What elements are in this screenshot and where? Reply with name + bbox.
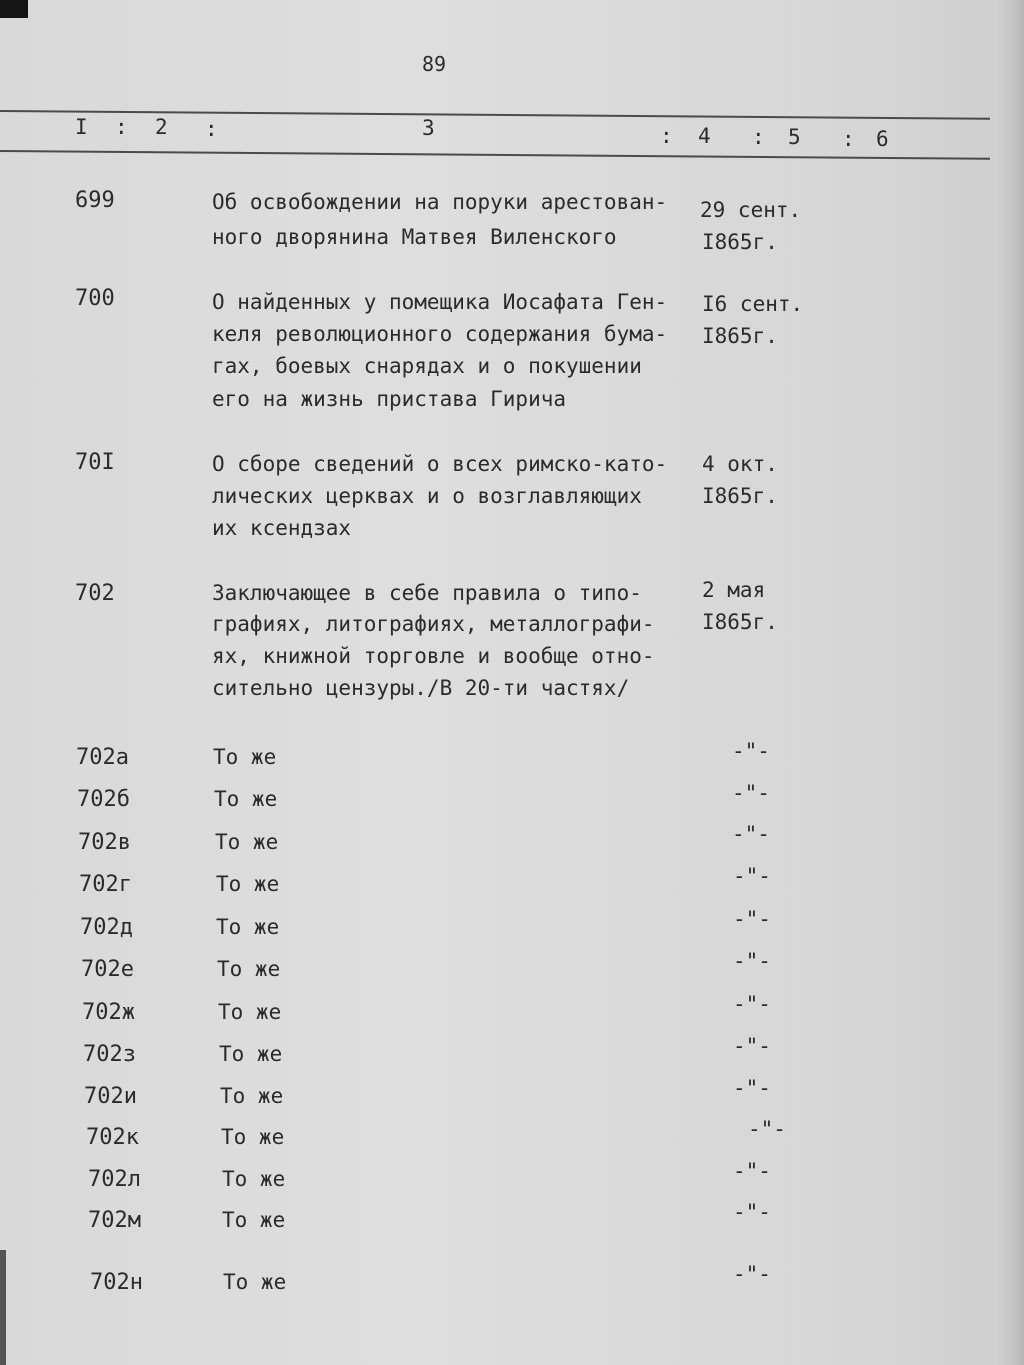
col-header-6: 6 — [876, 127, 889, 151]
ditto-mark: -"- — [733, 1262, 771, 1286]
entry-date-line: 2 мая — [702, 578, 766, 602]
col-header-sep: : — [752, 125, 765, 149]
entry-number: 702д — [80, 915, 133, 940]
ditto-mark: -"- — [732, 781, 770, 805]
header-rule-bottom — [0, 150, 990, 160]
col-header-sep: : — [205, 117, 218, 141]
entry-text-line: Заключающее в себе правила о типо- — [212, 581, 642, 605]
entry-text-line: графиях, литографиях, металлографи- — [212, 612, 655, 636]
entry-text-line: Об освобождении на поруки арестован- — [212, 190, 668, 214]
col-header-5: 5 — [788, 125, 801, 149]
col-header-sep: : — [115, 115, 128, 139]
entry-text-line: их ксендзах — [212, 516, 352, 540]
entry-number: 702и — [84, 1084, 137, 1109]
entry-number: 702е — [81, 957, 134, 982]
entry-text-line: сительно цензуры./В 20-ти частях/ — [212, 676, 630, 700]
entry-text-line: его на жизнь пристава Гирича — [212, 387, 567, 411]
entry-text: То же — [213, 745, 277, 769]
entry-date-line: I865г. — [702, 484, 778, 508]
entry-text: То же — [216, 915, 280, 939]
entry-text: То же — [214, 787, 278, 811]
entry-number: 702л — [88, 1167, 141, 1192]
ditto-mark: -"- — [733, 1200, 771, 1224]
entry-text-line: О сборе сведений о всех римско-като- — [212, 452, 668, 476]
col-header-4: 4 — [698, 124, 711, 148]
ditto-mark: -"- — [733, 1034, 771, 1058]
entry-text-line: О найденных у помещика Иосафата Ген- — [212, 290, 668, 314]
entry-text: То же — [220, 1084, 284, 1108]
entry-number: 699 — [75, 188, 115, 213]
ditto-mark: -"- — [732, 822, 770, 846]
entry-text-line: гах, боевых снарядах и о покушении — [212, 354, 642, 378]
page-edge — [994, 0, 1024, 1365]
col-header-2: 2 — [155, 115, 168, 139]
entry-text-line: лических церквах и о возглавляющих — [212, 484, 642, 508]
entry-text: То же — [223, 1270, 287, 1294]
entry-text: То же — [222, 1167, 286, 1191]
entry-number: 702з — [83, 1042, 136, 1067]
ditto-mark: -"- — [733, 949, 771, 973]
entry-date-line: 29 сент. — [700, 198, 802, 222]
entry-text-line: ного дворянина Матвея Виленского — [212, 225, 617, 249]
col-header-sep: : — [660, 124, 673, 148]
page-number: 89 — [422, 52, 447, 76]
entry-text: То же — [217, 957, 281, 981]
entry-text: То же — [221, 1125, 285, 1149]
ditto-mark: -"- — [733, 907, 771, 931]
entry-text-line: келя революционного содержания бума- — [212, 322, 668, 346]
ditto-mark: -"- — [733, 1076, 771, 1100]
corner-tab — [0, 0, 28, 18]
entry-number: 702 — [75, 581, 115, 606]
entry-text: То же — [219, 1042, 283, 1066]
ditto-mark: -"- — [732, 739, 770, 763]
entry-date-line: I6 сент. — [702, 292, 804, 316]
ditto-mark: -"- — [733, 864, 771, 888]
col-header-sep: : — [842, 127, 855, 151]
entry-date-line: I865г. — [702, 230, 778, 254]
entry-number: 702г — [79, 872, 132, 897]
entry-number: 702ж — [82, 1000, 135, 1025]
entry-number: 702м — [88, 1208, 141, 1233]
entry-text: То же — [218, 1000, 282, 1024]
binding-edge — [0, 1250, 6, 1365]
col-header-3: 3 — [422, 116, 435, 140]
entry-text: То же — [215, 830, 279, 854]
col-header-1: I — [75, 115, 88, 139]
ditto-mark: -"- — [733, 992, 771, 1016]
entry-number: 702б — [77, 787, 130, 812]
entry-text-line: ях, книжной торговле и вообще отно- — [212, 644, 655, 668]
entry-number: 702в — [78, 830, 131, 855]
entry-number: 702к — [86, 1125, 139, 1150]
entry-text: То же — [216, 872, 280, 896]
entry-number: 702а — [76, 745, 129, 770]
ditto-mark: -"- — [733, 1159, 771, 1183]
header-rule-top — [0, 110, 990, 120]
entry-date-line: I865г. — [702, 610, 778, 634]
entry-date-line: 4 окт. — [702, 452, 778, 476]
ditto-mark: -"- — [748, 1117, 786, 1141]
entry-text: То же — [222, 1208, 286, 1232]
entry-number: 700 — [75, 286, 115, 311]
entry-date-line: I865г. — [702, 324, 778, 348]
entry-number: 702н — [90, 1270, 143, 1295]
entry-number: 70I — [75, 450, 115, 475]
